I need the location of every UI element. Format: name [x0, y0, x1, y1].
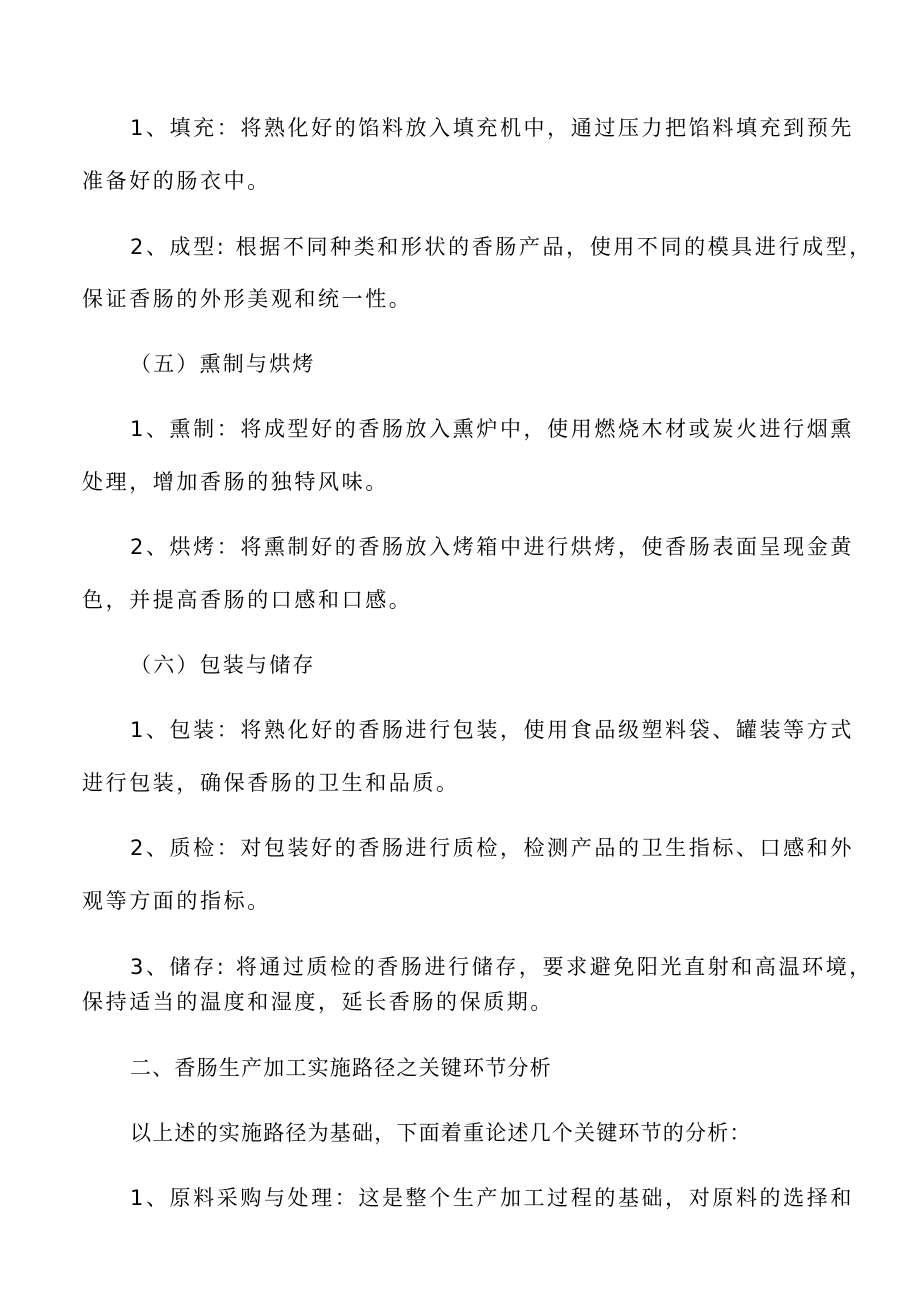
paragraph-fill-line-1: 1、填充：将熟化好的馅料放入填充机中，通过压力把馅料填充到预先	[130, 116, 854, 140]
section-heading-key-links: 二、香肠生产加工实施路径之关键环节分析	[130, 1056, 552, 1080]
paragraph-storage-line-2: 保持适当的温度和湿度，延长香肠的保质期。	[82, 990, 554, 1014]
paragraph-packaging-line-1: 1、包装：将熟化好的香肠进行包装，使用食品级塑料袋、罐装等方式	[130, 718, 854, 742]
paragraph-forming-line-1: 2、成型: 根据不同种类和形状的香肠产品，使用不同的模具进行成型，	[130, 235, 873, 259]
paragraph-storage-line-1: 3、储存: 将通过质检的香肠进行储存，要求避免阳光直射和高温环境，	[130, 955, 873, 979]
paragraph-inspection-line-1: 2、质检：对包装好的香肠进行质检，检测产品的卫生指标、口感和外	[130, 836, 854, 860]
paragraph-fill-line-2: 准备好的肠衣中。	[82, 169, 271, 193]
section-heading-packaging-storage: （六）包装与储存	[130, 653, 316, 677]
section-heading-smoking-baking: （五）熏制与烘烤	[130, 352, 316, 376]
paragraph-raw-material-line-1: 1、原料采购与处理：这是整个生产加工过程的基础，对原料的选择和	[130, 1186, 854, 1210]
paragraph-forming-line-2: 保证香肠的外形美观和统一性。	[82, 287, 413, 311]
paragraph-baking-line-2: 色，并提高香肠的口感和口感。	[82, 588, 413, 612]
paragraph-smoking-line-2: 处理，增加香肠的独特风味。	[82, 470, 389, 494]
paragraph-baking-line-1: 2、烘烤：将熏制好的香肠放入烤箱中进行烘烤，使香肠表面呈现金黄	[130, 535, 854, 559]
paragraph-packaging-line-2: 进行包装，确保香肠的卫生和品质。	[82, 771, 460, 795]
paragraph-smoking-line-1: 1、熏制：将成型好的香肠放入熏炉中，使用燃烧木材或炭火进行烟熏	[130, 417, 854, 441]
paragraph-inspection-line-2: 观等方面的指标。	[82, 889, 271, 913]
paragraph-intro: 以上述的实施路径为基础，下面着重论述几个关键环节的分析：	[130, 1121, 752, 1145]
